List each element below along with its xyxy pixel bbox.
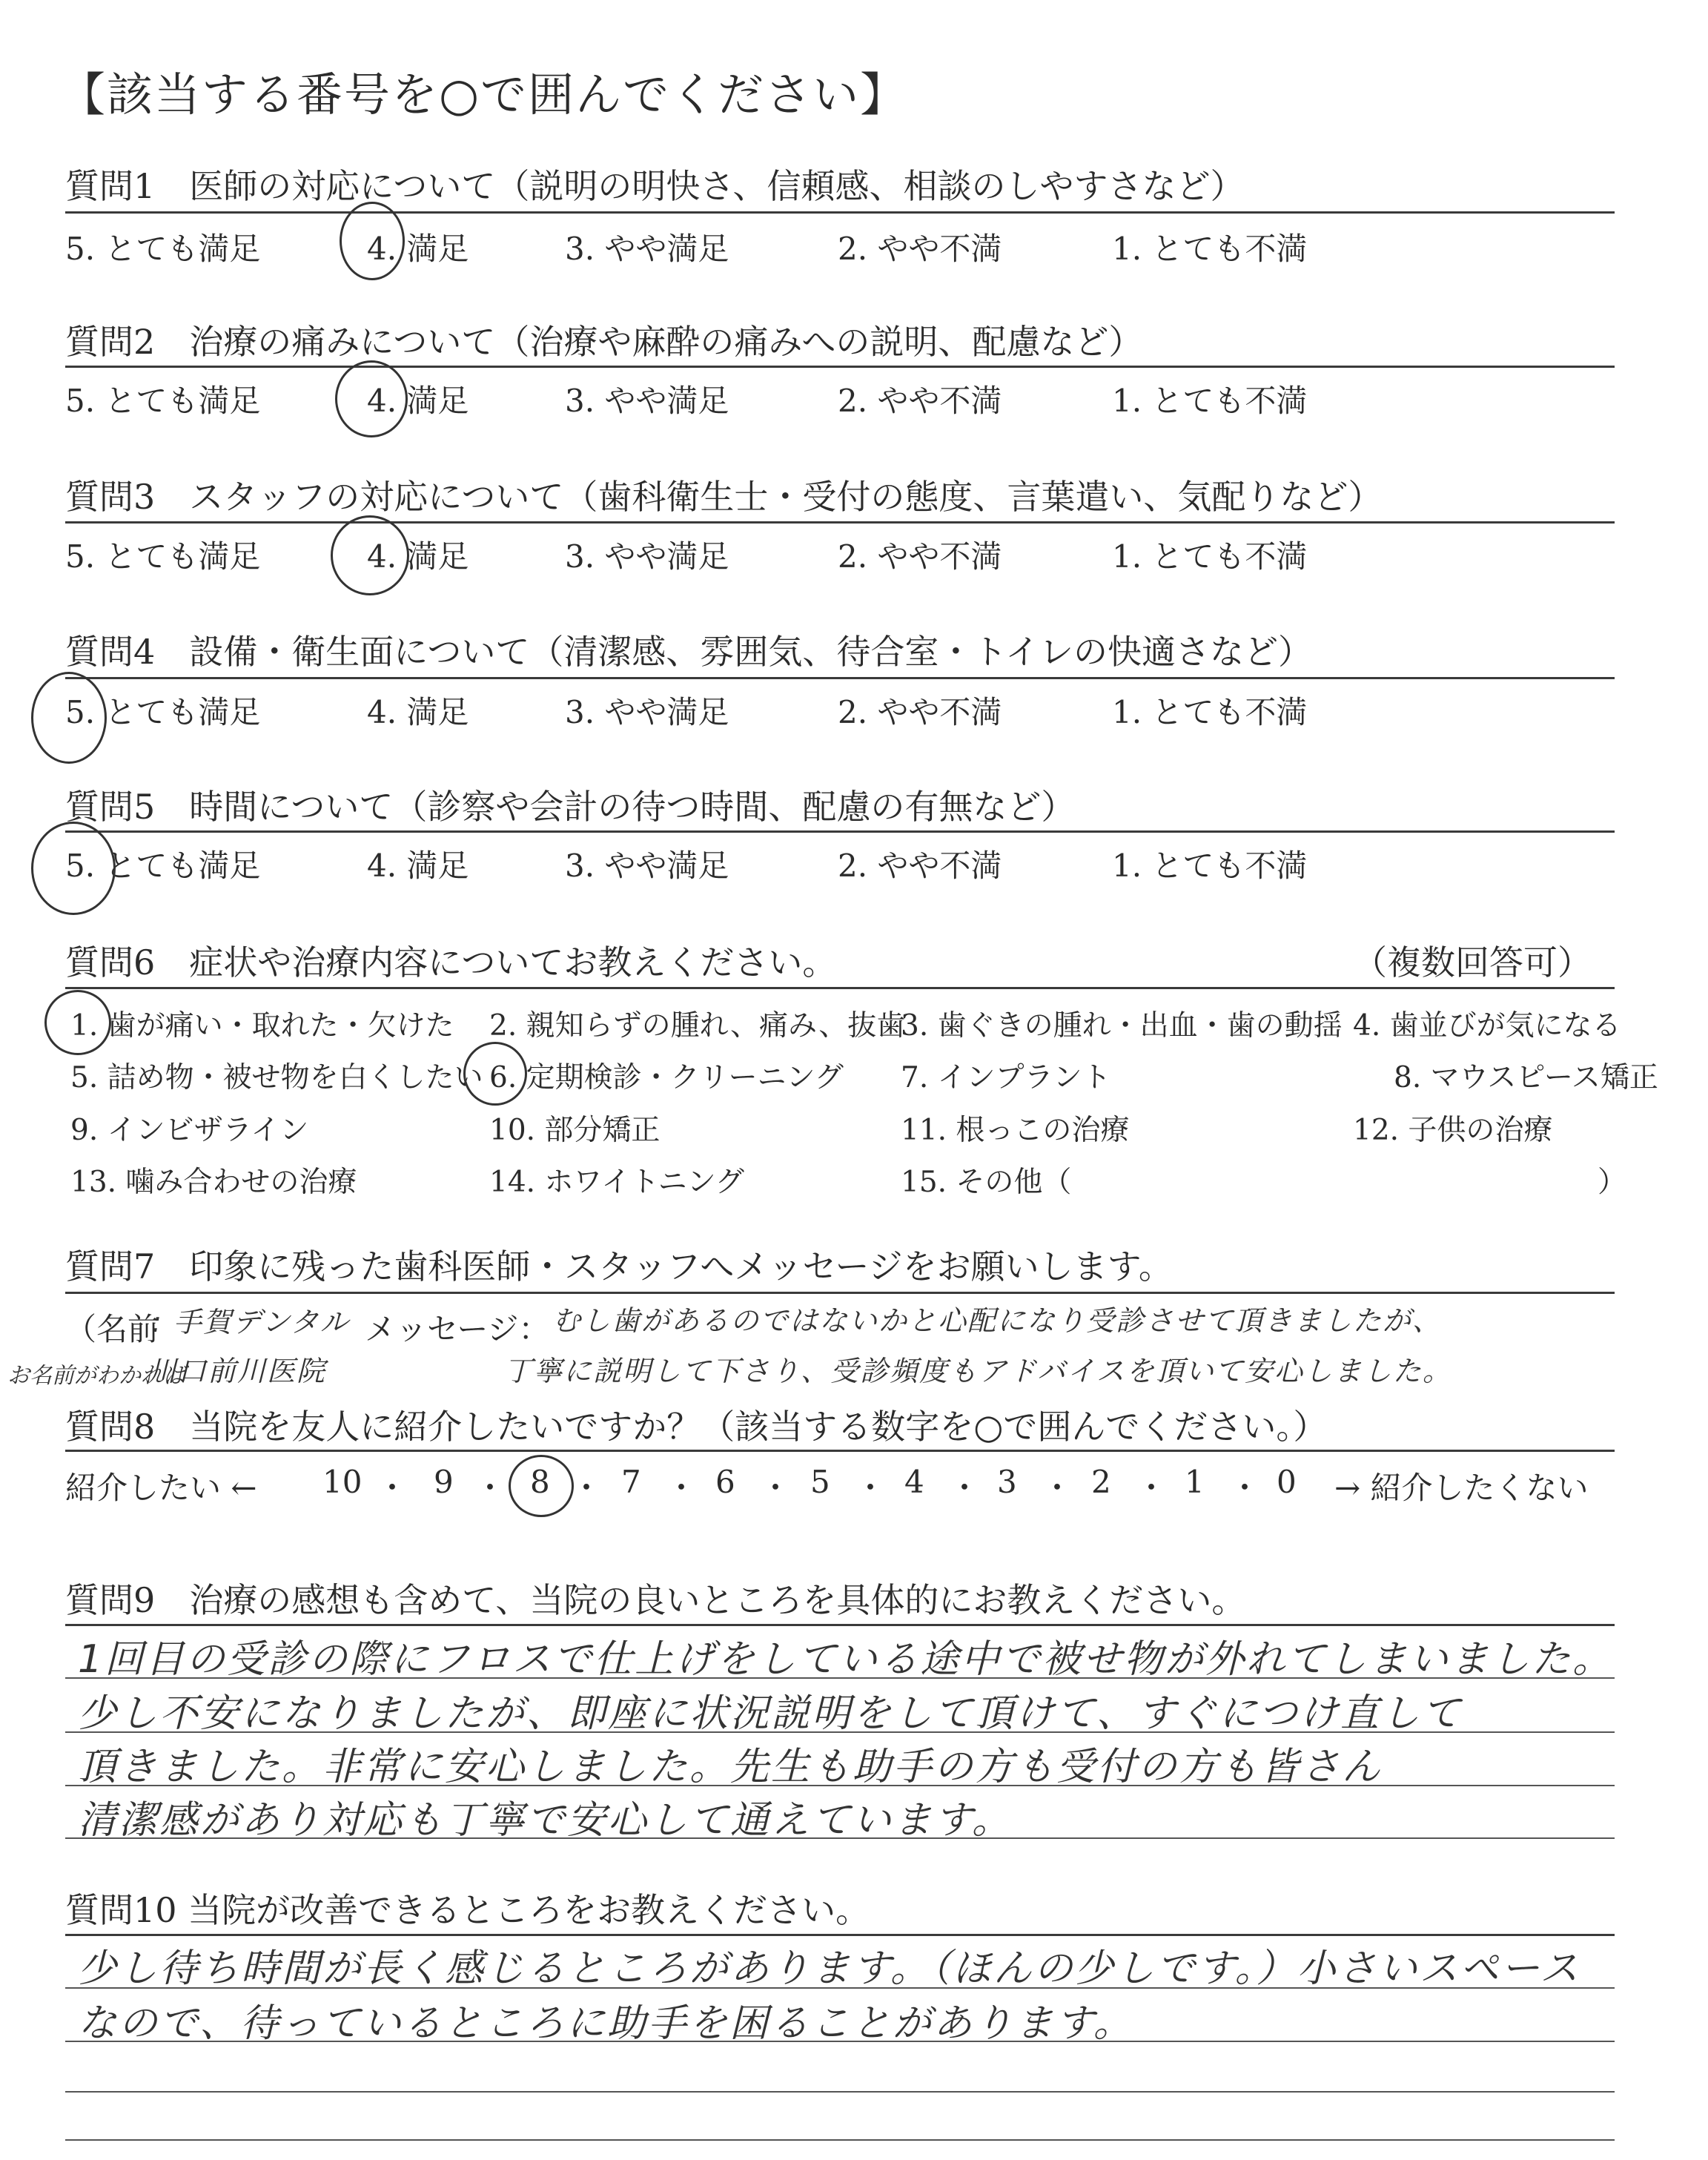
- q1-selection-circle: [340, 202, 405, 280]
- q6-option-13[interactable]: 13. 噛み合わせの治療: [70, 1166, 357, 1199]
- q6-option-11[interactable]: 11. 根っこの治療: [901, 1114, 1130, 1147]
- q2-option-4[interactable]: 4. 満足: [367, 383, 469, 419]
- q8-dot: ・: [666, 1470, 698, 1506]
- q8-value-5[interactable]: 5: [810, 1464, 830, 1500]
- q4-selection-circle: [31, 672, 107, 764]
- q8-dot: ・: [474, 1470, 506, 1506]
- q8-dot: ・: [377, 1470, 408, 1506]
- q8-dot: ・: [1042, 1470, 1073, 1506]
- q8-dot: ・: [1136, 1470, 1168, 1506]
- q6-option-7[interactable]: 7. インプラント: [901, 1061, 1111, 1094]
- q6-option-3[interactable]: 3. 歯ぐきの腫れ・出血・歯の動揺: [901, 1009, 1343, 1043]
- q8-dot: ・: [855, 1470, 887, 1506]
- q6-other-close: ）: [1598, 1166, 1627, 1199]
- q7-title: 質問7 印象に残った歯科医師・スタッフへメッセージをお願いします。: [65, 1246, 1173, 1287]
- q8-value-4[interactable]: 4: [904, 1464, 924, 1500]
- q8-value-8[interactable]: 8: [530, 1464, 550, 1500]
- q4-option-2[interactable]: 2. やや不満: [838, 694, 1002, 730]
- q5-rule: [65, 830, 1615, 833]
- q7-name-handwriting-2: 川口前川医院: [148, 1355, 327, 1387]
- q5-option-5[interactable]: 5. とても満足: [65, 848, 261, 884]
- q7-message-line-2: 丁寧に説明して下さり、受診頻度もアドバイスを頂いて安心しました。: [504, 1355, 1452, 1387]
- q2-option-2[interactable]: 2. やや不満: [838, 383, 1002, 419]
- q4-option-1[interactable]: 1. とても不満: [1112, 694, 1308, 730]
- q1-rule: [65, 211, 1615, 214]
- q10-answer-text-1: 少し待ち時間が長く感じるところがあります。（ほんの少しです。）小さいスペース: [78, 1946, 1581, 1991]
- q4-option-3[interactable]: 3. やや満足: [565, 694, 729, 730]
- q3-option-5[interactable]: 5. とても満足: [65, 538, 261, 575]
- q6-option-6[interactable]: 6. 定期検診・クリーニング: [489, 1061, 844, 1094]
- q7-name-label: （名前: [65, 1311, 159, 1347]
- q8-value-0[interactable]: 0: [1277, 1464, 1297, 1500]
- q10-rule: [65, 1934, 1615, 1936]
- q10-answer-line: [65, 2139, 1615, 2141]
- q6-note: （複数回答可）: [1353, 942, 1592, 982]
- q1-option-2[interactable]: 2. やや不満: [838, 231, 1002, 267]
- q1-option-1[interactable]: 1. とても不満: [1112, 231, 1308, 267]
- q8-value-6[interactable]: 6: [715, 1464, 735, 1500]
- q8-dot: ・: [760, 1470, 792, 1506]
- q1-option-5[interactable]: 5. とても満足: [65, 231, 261, 267]
- q6-option-8[interactable]: 8. マウスピース矯正: [1394, 1061, 1658, 1094]
- q8-value-10[interactable]: 10: [322, 1464, 363, 1500]
- q8-selection-circle: [509, 1455, 574, 1517]
- q8-dot: ・: [1229, 1470, 1261, 1506]
- q3-rule: [65, 521, 1615, 524]
- q7-rule: [65, 1292, 1615, 1294]
- q2-rule: [65, 366, 1615, 368]
- q1-option-3[interactable]: 3. やや満足: [565, 231, 729, 267]
- q5-title: 質問5 時間について（診察や会計の待つ時間、配慮の有無など）: [65, 787, 1076, 827]
- q3-option-2[interactable]: 2. やや不満: [838, 538, 1002, 575]
- q6-option-12[interactable]: 12. 子供の治療: [1353, 1114, 1553, 1147]
- q8-value-1[interactable]: 1: [1185, 1464, 1205, 1500]
- q6-option-10[interactable]: 10. 部分矯正: [489, 1114, 661, 1147]
- q8-value-3[interactable]: 3: [997, 1464, 1017, 1500]
- q6-option-5[interactable]: 5. 詰め物・被せ物を白くしたい: [70, 1061, 483, 1094]
- q10-title: 質問10 当院が改善できるところをお教えください。: [65, 1890, 870, 1930]
- q9-answer-text-1: 1回目の受診の際にフロスで仕上げをしている途中で被せ物が外れてしまいました。: [78, 1637, 1614, 1682]
- q4-title: 質問4 設備・衛生面について（清潔感、雰囲気、待合室・トイレの快適さなど）: [65, 632, 1313, 672]
- q8-right-label: → 紹介したくない: [1334, 1470, 1589, 1506]
- q8-dot: ・: [949, 1470, 981, 1506]
- q3-option-1[interactable]: 1. とても不満: [1112, 538, 1308, 575]
- q8-rule: [65, 1450, 1615, 1452]
- q7-name-note: お名前がわかれば: [7, 1363, 185, 1389]
- q3-selection-circle: [331, 515, 409, 595]
- q6-option-15[interactable]: 15. その他（: [901, 1166, 1072, 1199]
- q5-selection-circle: [31, 822, 116, 915]
- q5-option-2[interactable]: 2. やや不満: [838, 848, 1002, 884]
- q6-option-14[interactable]: 14. ホワイトニング: [489, 1166, 744, 1199]
- q2-option-3[interactable]: 3. やや満足: [565, 383, 729, 419]
- q7-message-label: メッセージ：: [365, 1311, 550, 1347]
- q7-name-handwriting: : 手賀デンタル: [152, 1306, 350, 1338]
- q2-option-1[interactable]: 1. とても不満: [1112, 383, 1308, 419]
- page-header: 【該当する番号を○で囲んでください】: [59, 67, 908, 122]
- q3-option-4[interactable]: 4. 満足: [367, 538, 469, 575]
- q6-option-1[interactable]: 1. 歯が痛い・取れた・欠けた: [70, 1009, 454, 1043]
- q6-rule: [65, 987, 1615, 989]
- q8-title: 質問8 当院を友人に紹介したいですか？（該当する数字を○で囲んでください。）: [65, 1407, 1328, 1447]
- q9-answer-text-4: 清潔感があり対応も丁寧で安心して通えています。: [78, 1798, 1013, 1843]
- q5-option-4[interactable]: 4. 満足: [367, 848, 469, 884]
- q4-option-4[interactable]: 4. 満足: [367, 694, 469, 730]
- q10-answer-line: [65, 2091, 1615, 2093]
- q10-answer-text-2: なので、待っているところに助手を困ることがあります。: [78, 2001, 1134, 2046]
- q4-rule: [65, 677, 1615, 679]
- q9-answer-text-3: 頂きました。非常に安心しました。先生も助手の方も受付の方も皆さん: [78, 1745, 1383, 1789]
- q3-option-3[interactable]: 3. やや満足: [565, 538, 729, 575]
- q8-value-2[interactable]: 2: [1091, 1464, 1111, 1500]
- q7-message-line-1: むし歯があるのではないかと心配になり受診させて頂きましたが、: [552, 1304, 1443, 1337]
- q1-option-4[interactable]: 4. 満足: [367, 231, 469, 267]
- q6-option-2[interactable]: 2. 親知らずの腫れ、痛み、抜歯: [489, 1009, 906, 1043]
- q6-selection-circle-1: [44, 990, 111, 1055]
- q3-title: 質問3 スタッフの対応について（歯科衛生士・受付の態度、言葉遣い、気配りなど）: [65, 477, 1383, 517]
- q2-selection-circle: [335, 360, 408, 437]
- q6-title: 質問6 症状や治療内容についてお教えください。: [65, 942, 837, 982]
- q5-option-3[interactable]: 3. やや満足: [565, 848, 729, 884]
- q8-value-9[interactable]: 9: [434, 1464, 454, 1500]
- q9-answer-text-2: 少し不安になりましたが、即座に状況説明をして頂けて、すぐにつけ直して: [78, 1691, 1463, 1736]
- q8-dot: ・: [571, 1470, 603, 1506]
- q6-option-9[interactable]: 9. インビザライン: [70, 1114, 309, 1147]
- q9-rule: [65, 1624, 1615, 1626]
- q4-option-5[interactable]: 5. とても満足: [65, 694, 261, 730]
- q5-option-1[interactable]: 1. とても不満: [1112, 848, 1308, 884]
- q6-option-4[interactable]: 4. 歯並びが気になる: [1353, 1009, 1621, 1043]
- q2-title: 質問2 治療の痛みについて（治療や麻酔の痛みへの説明、配慮など）: [65, 322, 1143, 362]
- q6-selection-circle-6: [463, 1042, 527, 1106]
- q9-title: 質問9 治療の感想も含めて、当院の良いところを具体的にお教えください。: [65, 1580, 1246, 1620]
- q8-left-label: 紹介したい ←: [65, 1470, 257, 1506]
- q2-option-5[interactable]: 5. とても満足: [65, 383, 261, 419]
- q1-title: 質問1 医師の対応について（説明の明快さ、信頼感、相談のしやすさなど）: [65, 166, 1245, 206]
- q8-value-7[interactable]: 7: [621, 1464, 641, 1500]
